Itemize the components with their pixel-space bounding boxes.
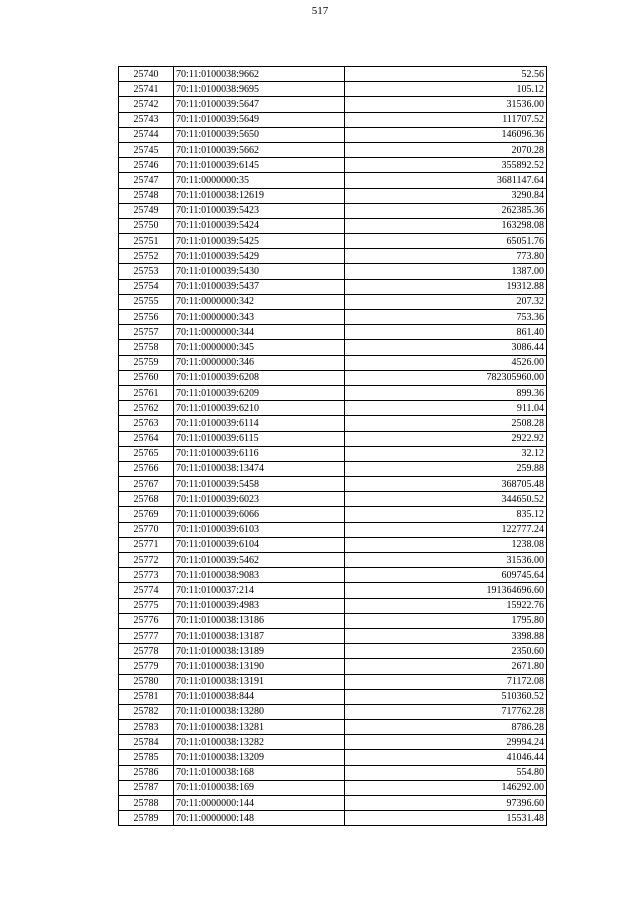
- value-cell: 71172.08: [345, 674, 547, 689]
- value-cell: 41046.44: [345, 750, 547, 765]
- value-cell: 207.32: [345, 294, 547, 309]
- value-cell: 1795.80: [345, 613, 547, 628]
- table-row: [119, 325, 547, 340]
- table-row: [119, 720, 547, 735]
- value-cell: 29994.24: [345, 735, 547, 750]
- value-cell: 32.12: [345, 446, 547, 461]
- value-cell: 753.36: [345, 310, 547, 325]
- table-row: [119, 279, 547, 294]
- row-number-cell: 25789: [119, 811, 174, 826]
- cadastral-number-cell: 70:11:0100039:5429: [174, 249, 345, 264]
- cadastral-number-cell: 70:11:0100038:9083: [174, 568, 345, 583]
- cadastral-number-cell: 70:11:0100039:5423: [174, 203, 345, 218]
- table-row: [119, 659, 547, 674]
- cadastral-number-cell: 70:11:0000000:344: [174, 325, 345, 340]
- value-cell: 717762.28: [345, 704, 547, 719]
- page-number: 517: [311, 5, 329, 17]
- cadastral-number-cell: 70:11:0100038:13190: [174, 659, 345, 674]
- row-number-cell: 25772: [119, 553, 174, 568]
- table-row: [119, 401, 547, 416]
- value-cell: 3086.44: [345, 340, 547, 355]
- cadastral-number-cell: 70:11:0100039:6116: [174, 446, 345, 461]
- table-row: [119, 461, 547, 476]
- row-number-cell: 25759: [119, 355, 174, 370]
- cadastral-number-cell: 70:11:0100039:5662: [174, 142, 345, 157]
- cadastral-number-cell: 70:11:0100038:13280: [174, 704, 345, 719]
- table-row: [119, 704, 547, 719]
- table-row: [119, 112, 547, 127]
- table-row: [119, 644, 547, 659]
- table-row: [119, 82, 547, 97]
- value-cell: 510360.52: [345, 689, 547, 704]
- value-cell: 2671.80: [345, 659, 547, 674]
- row-number-cell: 25767: [119, 477, 174, 492]
- row-number-cell: 25742: [119, 97, 174, 112]
- cadastral-number-cell: 70:11:0000000:35: [174, 173, 345, 188]
- row-number-cell: 25787: [119, 780, 174, 795]
- cadastral-number-cell: 70:11:0100038:13282: [174, 735, 345, 750]
- row-number-cell: 25751: [119, 234, 174, 249]
- value-cell: 355892.52: [345, 158, 547, 173]
- table-row: [119, 340, 547, 355]
- value-cell: 97396.60: [345, 796, 547, 811]
- value-cell: 122777.24: [345, 522, 547, 537]
- value-cell: 111707.52: [345, 112, 547, 127]
- cadastral-number-cell: 70:11:0100038:13474: [174, 461, 345, 476]
- table-row: [119, 765, 547, 780]
- table-row: [119, 689, 547, 704]
- cadastral-number-cell: 70:11:0000000:342: [174, 294, 345, 309]
- table-row: [119, 507, 547, 522]
- value-cell: 3290.84: [345, 188, 547, 203]
- table-row: [119, 553, 547, 568]
- value-cell: 773.80: [345, 249, 547, 264]
- table-row: [119, 234, 547, 249]
- value-cell: 911.04: [345, 401, 547, 416]
- table-row: [119, 264, 547, 279]
- table-row: [119, 492, 547, 507]
- row-number-cell: 25773: [119, 568, 174, 583]
- table-row: [119, 188, 547, 203]
- table-row: [119, 583, 547, 598]
- row-number-cell: 25761: [119, 385, 174, 400]
- value-cell: 861.40: [345, 325, 547, 340]
- cadastral-number-cell: 70:11:0100038:13189: [174, 644, 345, 659]
- row-number-cell: 25786: [119, 765, 174, 780]
- row-number-cell: 25752: [119, 249, 174, 264]
- table-row: [119, 416, 547, 431]
- value-cell: 8786.28: [345, 720, 547, 735]
- cadastral-number-cell: 70:11:0100039:6023: [174, 492, 345, 507]
- value-cell: 368705.48: [345, 477, 547, 492]
- row-number-cell: 25746: [119, 158, 174, 173]
- value-cell: 31536.00: [345, 553, 547, 568]
- value-cell: 19312.88: [345, 279, 547, 294]
- table-row: [119, 477, 547, 492]
- cadastral-number-cell: 70:11:0100038:169: [174, 780, 345, 795]
- value-cell: 262385.36: [345, 203, 547, 218]
- cadastral-number-cell: 70:11:0100038:9695: [174, 82, 345, 97]
- value-cell: 344650.52: [345, 492, 547, 507]
- row-number-cell: 25750: [119, 218, 174, 233]
- table-row: [119, 249, 547, 264]
- table-row: [119, 173, 547, 188]
- cadastral-number-cell: 70:11:0100038:13281: [174, 720, 345, 735]
- value-cell: 835.12: [345, 507, 547, 522]
- table-row: [119, 598, 547, 613]
- table-row: [119, 355, 547, 370]
- cadastral-number-cell: 70:11:0100039:6104: [174, 537, 345, 552]
- row-number-cell: 25749: [119, 203, 174, 218]
- row-number-cell: 25762: [119, 401, 174, 416]
- cadastral-number-cell: 70:11:0100038:9662: [174, 67, 345, 82]
- cadastral-number-cell: 70:11:0100039:5458: [174, 477, 345, 492]
- table-row: [119, 310, 547, 325]
- row-number-cell: 25747: [119, 173, 174, 188]
- table-row: [119, 750, 547, 765]
- row-number-cell: 25785: [119, 750, 174, 765]
- row-number-cell: 25766: [119, 461, 174, 476]
- cadastral-number-cell: 70:11:0100038:13191: [174, 674, 345, 689]
- table-row: [119, 67, 547, 82]
- value-cell: 65051.76: [345, 234, 547, 249]
- cadastral-number-cell: 70:11:0100038:13209: [174, 750, 345, 765]
- row-number-cell: 25755: [119, 294, 174, 309]
- value-cell: 4526.00: [345, 355, 547, 370]
- value-cell: 2922.92: [345, 431, 547, 446]
- table-row: [119, 522, 547, 537]
- value-cell: 1238.08: [345, 537, 547, 552]
- row-number-cell: 25763: [119, 416, 174, 431]
- cadastral-number-cell: 70:11:0100039:5430: [174, 264, 345, 279]
- value-cell: 146292.00: [345, 780, 547, 795]
- value-cell: 554.80: [345, 765, 547, 780]
- cadastral-number-cell: 70:11:0100038:12619: [174, 188, 345, 203]
- table-row: [119, 811, 547, 826]
- table-row: [119, 158, 547, 173]
- cadastral-number-cell: 70:11:0100039:5424: [174, 218, 345, 233]
- row-number-cell: 25743: [119, 112, 174, 127]
- cadastral-number-cell: 70:11:0100039:5462: [174, 553, 345, 568]
- table-row: [119, 203, 547, 218]
- row-number-cell: 25756: [119, 310, 174, 325]
- table-row: [119, 218, 547, 233]
- row-number-cell: 25740: [119, 67, 174, 82]
- value-cell: 15922.76: [345, 598, 547, 613]
- value-cell: 163298.08: [345, 218, 547, 233]
- value-cell: 2070.28: [345, 142, 547, 157]
- cadastral-number-cell: 70:11:0000000:148: [174, 811, 345, 826]
- cadastral-number-cell: 70:11:0100038:13186: [174, 613, 345, 628]
- row-number-cell: 25777: [119, 628, 174, 643]
- row-number-cell: 25781: [119, 689, 174, 704]
- table-body: [119, 67, 547, 826]
- cadastral-number-cell: 70:11:0100038:844: [174, 689, 345, 704]
- row-number-cell: 25775: [119, 598, 174, 613]
- table-row: [119, 431, 547, 446]
- value-cell: 259.88: [345, 461, 547, 476]
- row-number-cell: 25788: [119, 796, 174, 811]
- row-number-cell: 25769: [119, 507, 174, 522]
- cadastral-number-cell: 70:11:0100039:6145: [174, 158, 345, 173]
- row-number-cell: 25776: [119, 613, 174, 628]
- value-cell: 105.12: [345, 82, 547, 97]
- value-cell: 31536.00: [345, 97, 547, 112]
- cadastral-number-cell: 70:11:0100039:6210: [174, 401, 345, 416]
- row-number-cell: 25754: [119, 279, 174, 294]
- table-row: [119, 780, 547, 795]
- table-row: [119, 97, 547, 112]
- table-row: [119, 127, 547, 142]
- row-number-cell: 25757: [119, 325, 174, 340]
- cadastral-number-cell: 70:11:0100039:6066: [174, 507, 345, 522]
- value-cell: 52.56: [345, 67, 547, 82]
- row-number-cell: 25778: [119, 644, 174, 659]
- cadastral-number-cell: 70:11:0100039:5437: [174, 279, 345, 294]
- table-row: [119, 294, 547, 309]
- row-number-cell: 25770: [119, 522, 174, 537]
- row-number-cell: 25774: [119, 583, 174, 598]
- cadastral-number-cell: 70:11:0100039:6114: [174, 416, 345, 431]
- table-row: [119, 142, 547, 157]
- row-number-cell: 25760: [119, 370, 174, 385]
- row-number-cell: 25779: [119, 659, 174, 674]
- row-number-cell: 25741: [119, 82, 174, 97]
- cadastral-number-cell: 70:11:0100039:6208: [174, 370, 345, 385]
- cadastral-number-cell: 70:11:0100039:6115: [174, 431, 345, 446]
- row-number-cell: 25744: [119, 127, 174, 142]
- table-row: [119, 370, 547, 385]
- value-cell: 191364696.60: [345, 583, 547, 598]
- value-cell: 146096.36: [345, 127, 547, 142]
- row-number-cell: 25758: [119, 340, 174, 355]
- table-row: [119, 568, 547, 583]
- row-number-cell: 25765: [119, 446, 174, 461]
- row-number-cell: 25753: [119, 264, 174, 279]
- row-number-cell: 25768: [119, 492, 174, 507]
- table-row: [119, 446, 547, 461]
- table-row: [119, 796, 547, 811]
- value-cell: 15531.48: [345, 811, 547, 826]
- table-row: [119, 674, 547, 689]
- value-cell: 609745.64: [345, 568, 547, 583]
- cadastral-number-cell: 70:11:0100039:6103: [174, 522, 345, 537]
- table-row: [119, 735, 547, 750]
- row-number-cell: 25782: [119, 704, 174, 719]
- cadastral-number-cell: 70:11:0000000:346: [174, 355, 345, 370]
- row-number-cell: 25748: [119, 188, 174, 203]
- cadastral-number-cell: 70:11:0100039:5425: [174, 234, 345, 249]
- row-number-cell: 25771: [119, 537, 174, 552]
- cadastral-number-cell: 70:11:0100038:13187: [174, 628, 345, 643]
- table-row: [119, 628, 547, 643]
- value-cell: 3681147.64: [345, 173, 547, 188]
- cadastral-number-cell: 70:11:0000000:345: [174, 340, 345, 355]
- table-row: [119, 537, 547, 552]
- row-number-cell: 25764: [119, 431, 174, 446]
- cadastral-number-cell: 70:11:0100039:4983: [174, 598, 345, 613]
- table-row: [119, 385, 547, 400]
- value-cell: 782305960.00: [345, 370, 547, 385]
- row-number-cell: 25780: [119, 674, 174, 689]
- cadastral-number-cell: 70:11:0100038:168: [174, 765, 345, 780]
- cadastral-value-table: [118, 66, 547, 826]
- cadastral-number-cell: 70:11:0100039:5650: [174, 127, 345, 142]
- cadastral-number-cell: 70:11:0100039:5649: [174, 112, 345, 127]
- cadastral-number-cell: 70:11:0100037:214: [174, 583, 345, 598]
- value-cell: 899.36: [345, 385, 547, 400]
- cadastral-number-cell: 70:11:0100039:5647: [174, 97, 345, 112]
- cadastral-number-cell: 70:11:0000000:343: [174, 310, 345, 325]
- value-cell: 3398.88: [345, 628, 547, 643]
- row-number-cell: 25783: [119, 720, 174, 735]
- cadastral-number-cell: 70:11:0000000:144: [174, 796, 345, 811]
- value-cell: 2508.28: [345, 416, 547, 431]
- row-number-cell: 25745: [119, 142, 174, 157]
- cadastral-number-cell: 70:11:0100039:6209: [174, 385, 345, 400]
- value-cell: 1387.00: [345, 264, 547, 279]
- table-row: [119, 613, 547, 628]
- row-number-cell: 25784: [119, 735, 174, 750]
- value-cell: 2350.60: [345, 644, 547, 659]
